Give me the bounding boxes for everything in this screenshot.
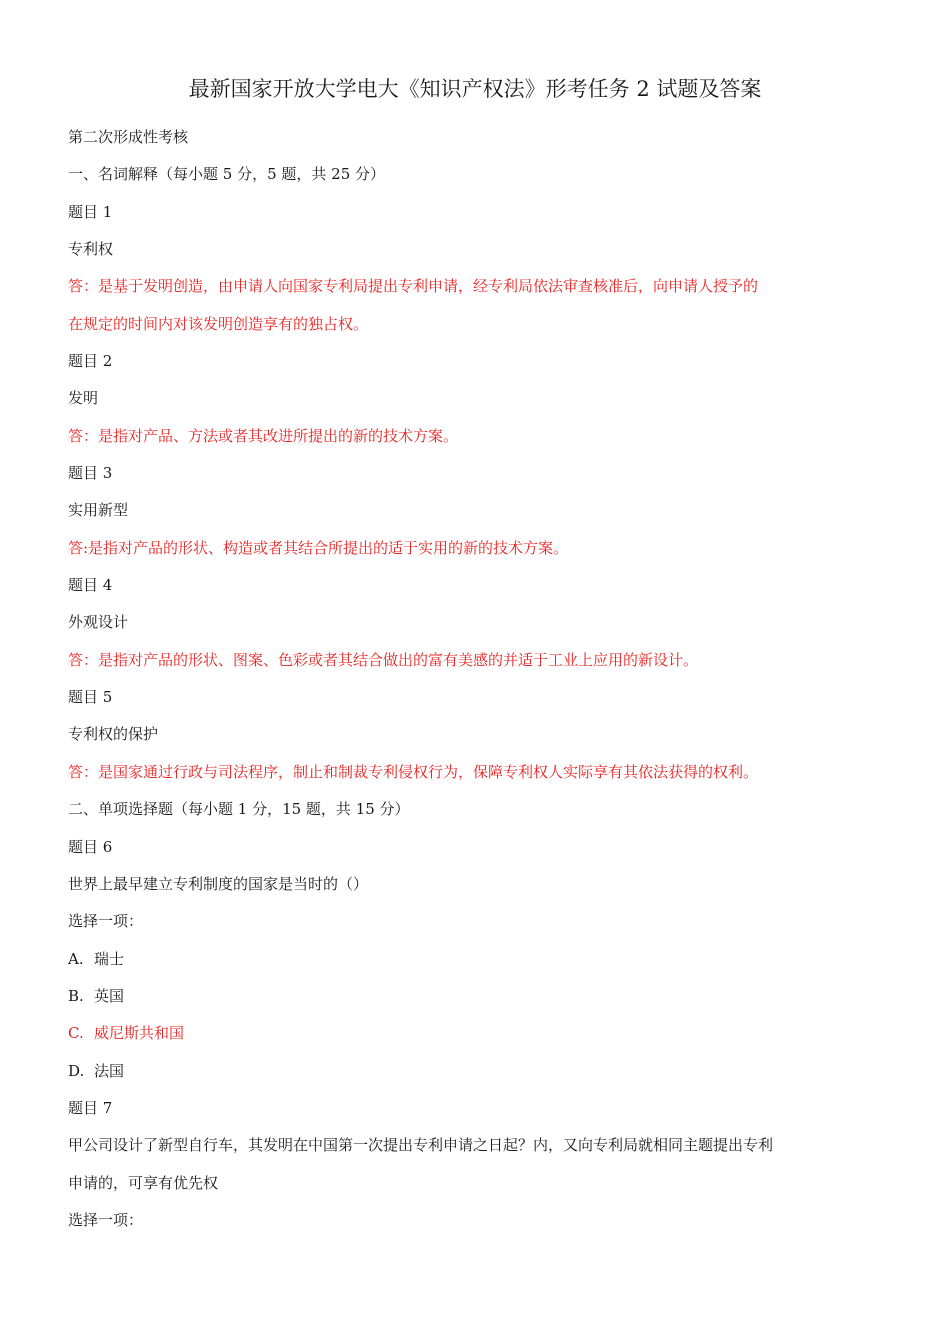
question-label-6: 题目 6 — [68, 838, 113, 856]
option-letter: C. — [68, 1024, 84, 1042]
term-3: 实用新型 — [68, 501, 129, 519]
question-label-7: 题目 7 — [68, 1099, 113, 1117]
document-title: 最新国家开放大学电大《知识产权法》形考任务 2 试题及答案 — [188, 77, 762, 101]
option-b[interactable] — [68, 985, 124, 1007]
answer-4: 答：是指对产品的形状、图案、色彩或者其结合做出的富有美感的并适于工业上应用的新设计。 — [68, 651, 699, 669]
option-a[interactable] — [68, 948, 124, 970]
term-4: 外观设计 — [68, 613, 129, 631]
option-text: 英国 — [94, 987, 125, 1005]
term-5: 专利权的保护 — [68, 725, 159, 743]
answer-5: 答：是国家通过行政与司法程序，制止和制裁专利侵权行为，保障专利权人实际享有其依法获得的权利。 — [68, 763, 759, 781]
option-letter: A. — [68, 950, 84, 968]
answer-2: 答：是指对产品、方法或者其改进所提出的新的技术方案。 — [68, 427, 459, 445]
option-text: 法国 — [94, 1062, 125, 1080]
section-heading-1: 一、名词解释（每小题 5 分，5 题，共 25 分） — [68, 165, 386, 183]
choose-prompt-6: 选择一项： — [68, 912, 144, 930]
option-letter: D. — [68, 1062, 85, 1080]
term-1: 专利权 — [68, 240, 114, 258]
option-d[interactable] — [68, 1060, 124, 1082]
option-text: 瑞士 — [94, 950, 125, 968]
option-text: 威尼斯共和国 — [94, 1024, 185, 1042]
choose-prompt-7: 选择一项： — [68, 1211, 144, 1229]
term-2: 发明 — [68, 389, 99, 407]
question-label-3: 题目 3 — [68, 464, 113, 482]
question-label-1: 题目 1 — [68, 203, 113, 221]
option-c-correct[interactable] — [68, 1022, 184, 1044]
question-label-4: 题目 4 — [68, 576, 113, 594]
section-heading-2: 二、单项选择题（每小题 1 分，15 题，共 15 分） — [68, 800, 410, 818]
question-text-6: 世界上最早建立专利制度的国家是当时的（） — [68, 875, 369, 893]
question-text-7-line-1: 甲公司设计了新型自行车，其发明在中国第一次提出专利申请之日起？内，又向专利局就相同主题提出专利 — [68, 1136, 774, 1154]
question-text-7-line-2: 申请的，可享有优先权 — [68, 1174, 219, 1192]
answer-1-line-2: 在规定的时间内对该发明创造享有的独占权。 — [68, 315, 369, 333]
subtitle: 第二次形成性考核 — [68, 128, 189, 146]
question-label-5: 题目 5 — [68, 688, 113, 706]
option-letter: B. — [68, 987, 84, 1005]
answer-1-line-1: 答：是基于发明创造，由申请人向国家专利局提出专利申请，经专利局依法审查核准后，向申请人授予的 — [68, 277, 759, 295]
question-label-2: 题目 2 — [68, 352, 113, 370]
answer-3: 答:是指对产品的形状、构造或者其结合所提出的适于实用的新的技术方案。 — [68, 539, 569, 557]
